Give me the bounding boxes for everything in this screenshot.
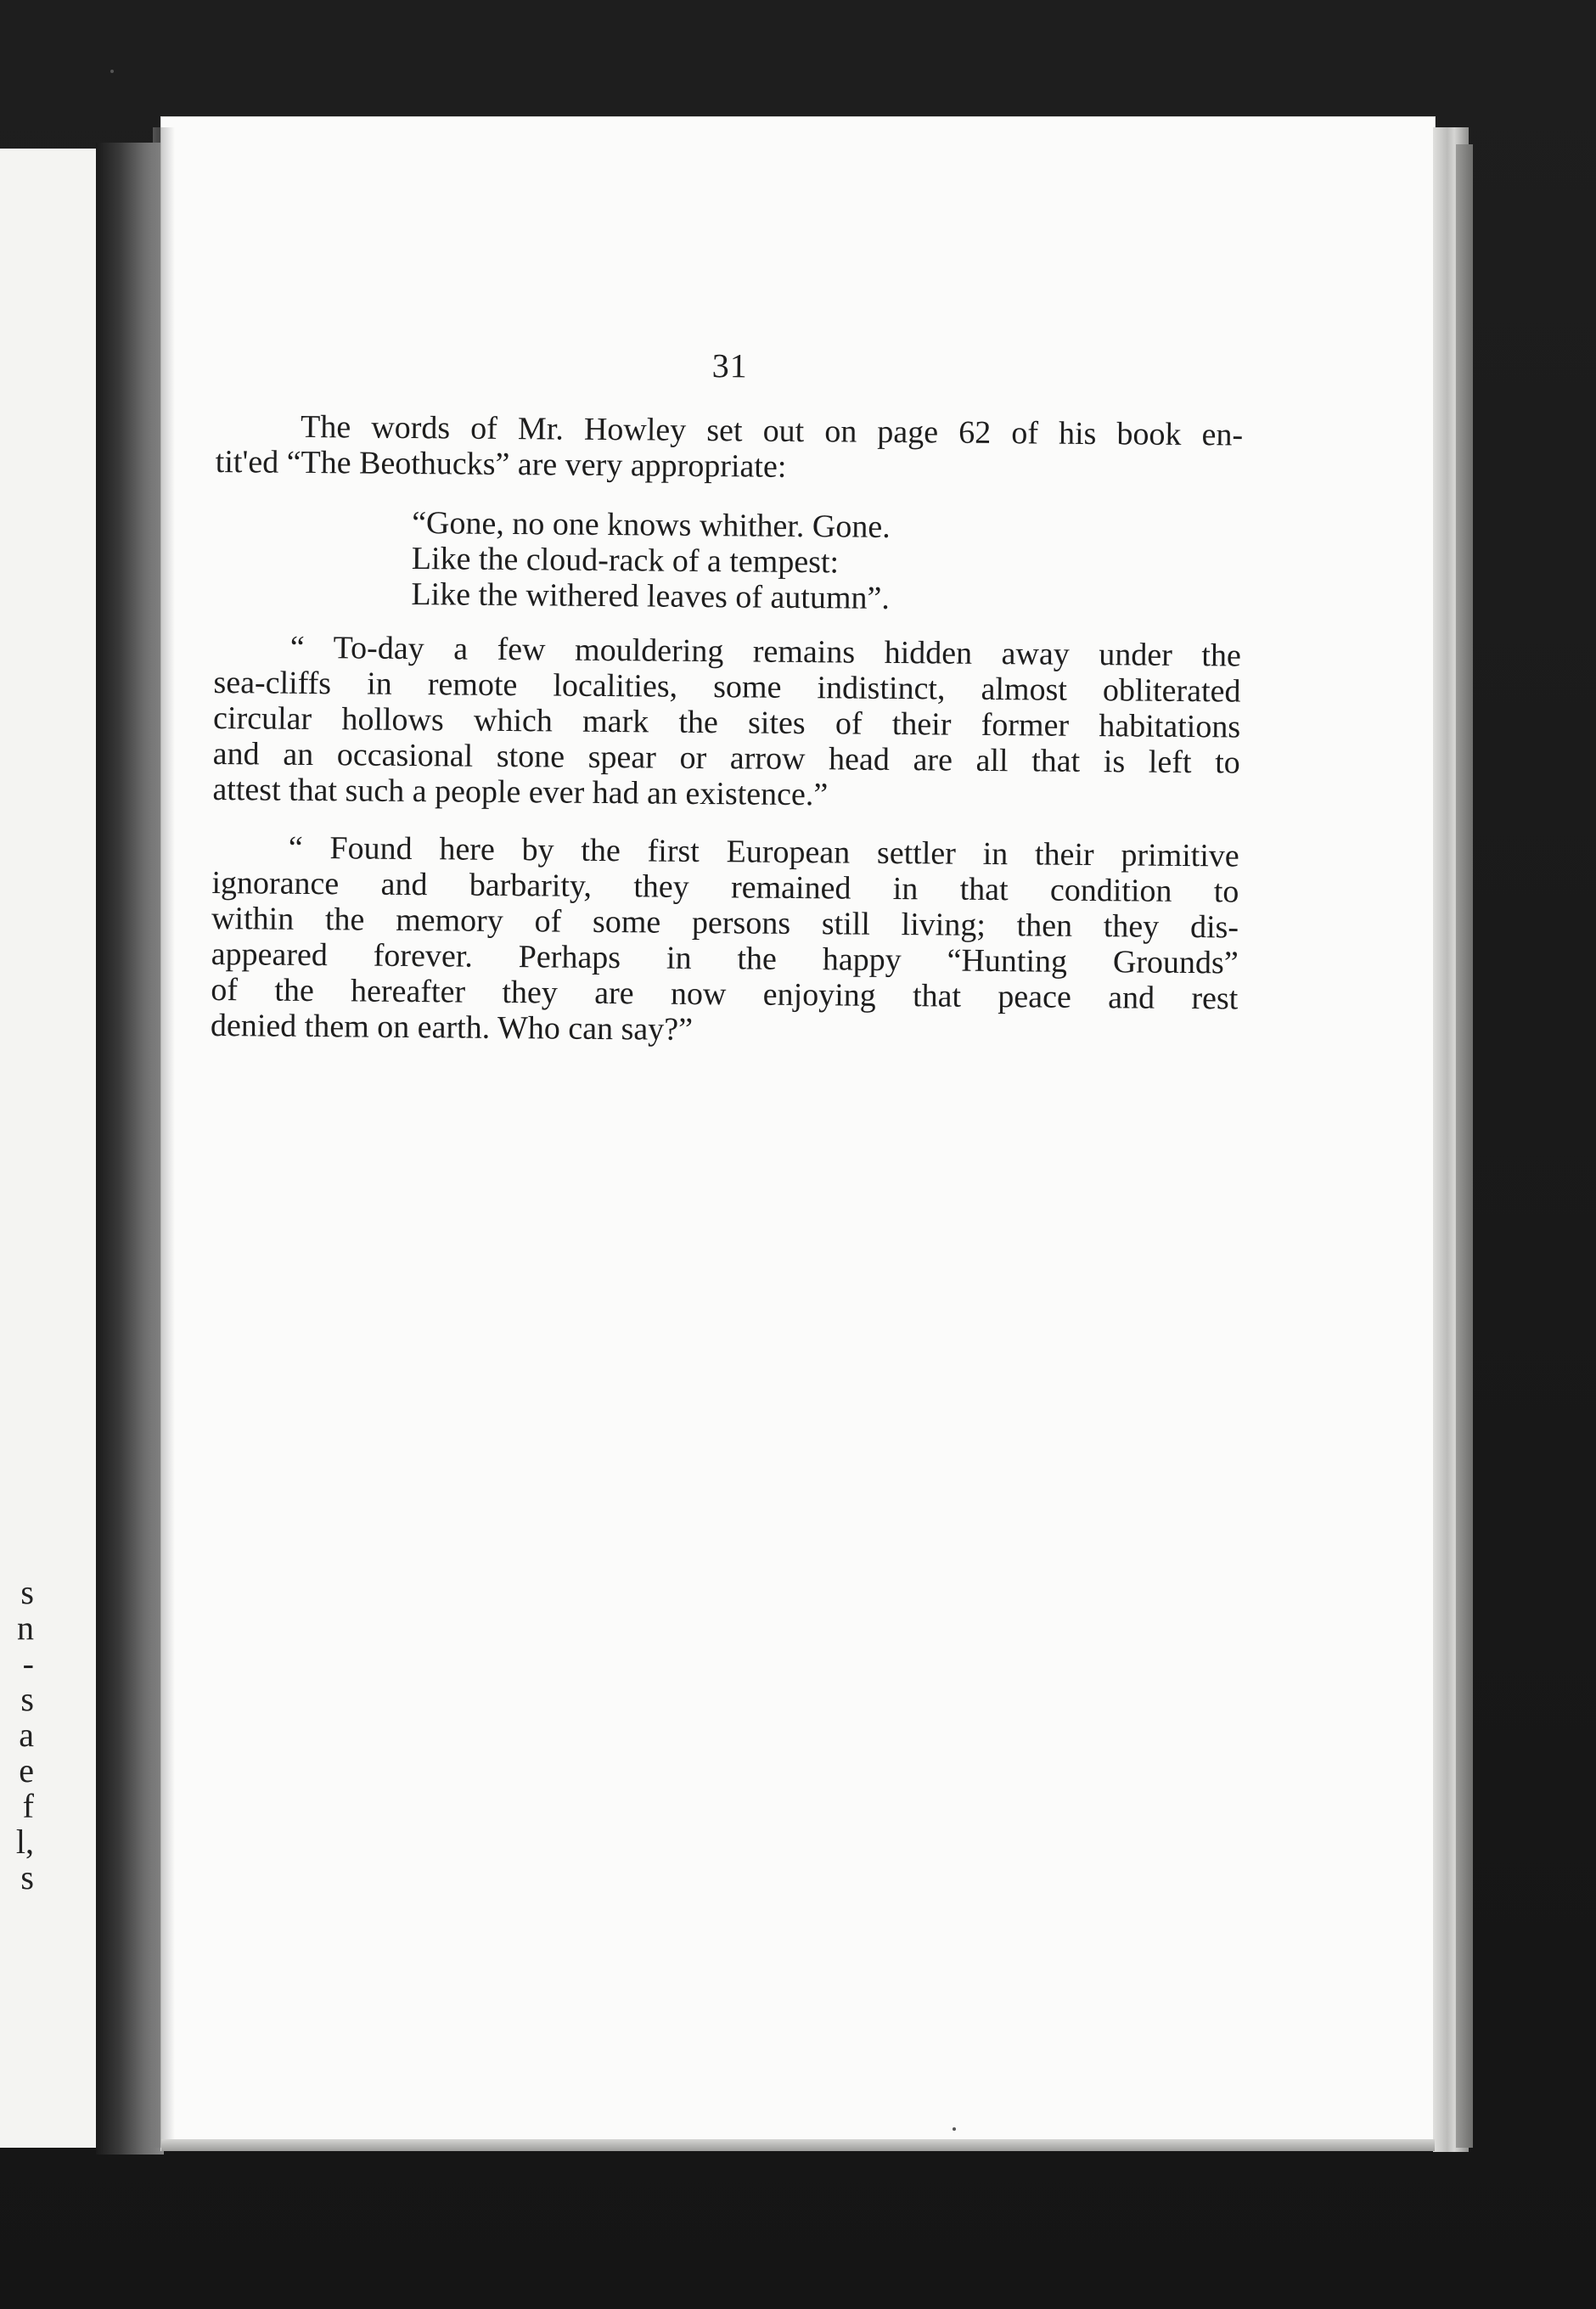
verse-line: “Gone, no one knows whither. Gone. bbox=[411, 505, 891, 545]
text-line: attest that such a people ever had an existence.” bbox=[212, 771, 829, 813]
quotation-paragraph-2 bbox=[211, 829, 1239, 1053]
dust-speck bbox=[953, 2127, 956, 2131]
margin-char: s bbox=[20, 1573, 34, 1611]
margin-char: e bbox=[19, 1751, 34, 1789]
intro-paragraph bbox=[216, 408, 1244, 489]
gutter-shadow bbox=[153, 127, 175, 2148]
dust-speck bbox=[110, 70, 114, 73]
quotation-paragraph-1 bbox=[212, 629, 1241, 817]
margin-char: - bbox=[22, 1644, 34, 1683]
margin-char: s bbox=[20, 1680, 34, 1718]
page-text bbox=[211, 344, 1244, 1053]
text-line: ignorance and barbarity, they remained in that condition to bbox=[211, 864, 1239, 910]
margin-char: l, bbox=[15, 1823, 34, 1861]
page-number: 31 bbox=[711, 346, 748, 385]
text-line: tit'ed “The Beothucks” are very appropriate: bbox=[215, 443, 787, 485]
text-line: The words of Mr. Howley set out on page 62 of his book en- bbox=[300, 408, 1244, 453]
text-line: denied them on earth. Who can say?” bbox=[210, 1007, 694, 1048]
text-line: “ Found here by the first European settler in their primitive bbox=[288, 829, 1239, 874]
text-line: circular hollows which mark the sites of their former habitations bbox=[212, 699, 1241, 745]
verse-line: Like the withered leaves of autumn”. bbox=[411, 576, 891, 616]
text-line: sea-cliffs in remote localities, some indistinct, almost obliterated bbox=[213, 664, 1241, 710]
margin-char: f bbox=[22, 1787, 34, 1825]
margin-char: n bbox=[17, 1609, 34, 1647]
text-line: and an occasional stone spear or arrow head are all that is left to bbox=[212, 735, 1240, 781]
margin-char: a bbox=[19, 1716, 34, 1754]
text-line: of the hereafter they are now enjoying that peace and rest bbox=[211, 971, 1239, 1017]
text-line: appeared forever. Perhaps in the happy “Hunting Grounds” bbox=[211, 935, 1239, 981]
cover-edge bbox=[1456, 144, 1473, 2148]
margin-char: s bbox=[20, 1858, 34, 1896]
text-line: “ To-day a few mouldering remains hidden away under the bbox=[289, 629, 1242, 674]
text-line: within the memory of some persons still living; then they dis- bbox=[211, 900, 1239, 946]
facing-page-margin-text bbox=[0, 1575, 34, 1896]
page-bottom-edge bbox=[161, 2139, 1435, 2151]
verse-line: Like the cloud-rack of a tempest: bbox=[411, 541, 840, 581]
verse-quotation bbox=[411, 505, 1242, 620]
